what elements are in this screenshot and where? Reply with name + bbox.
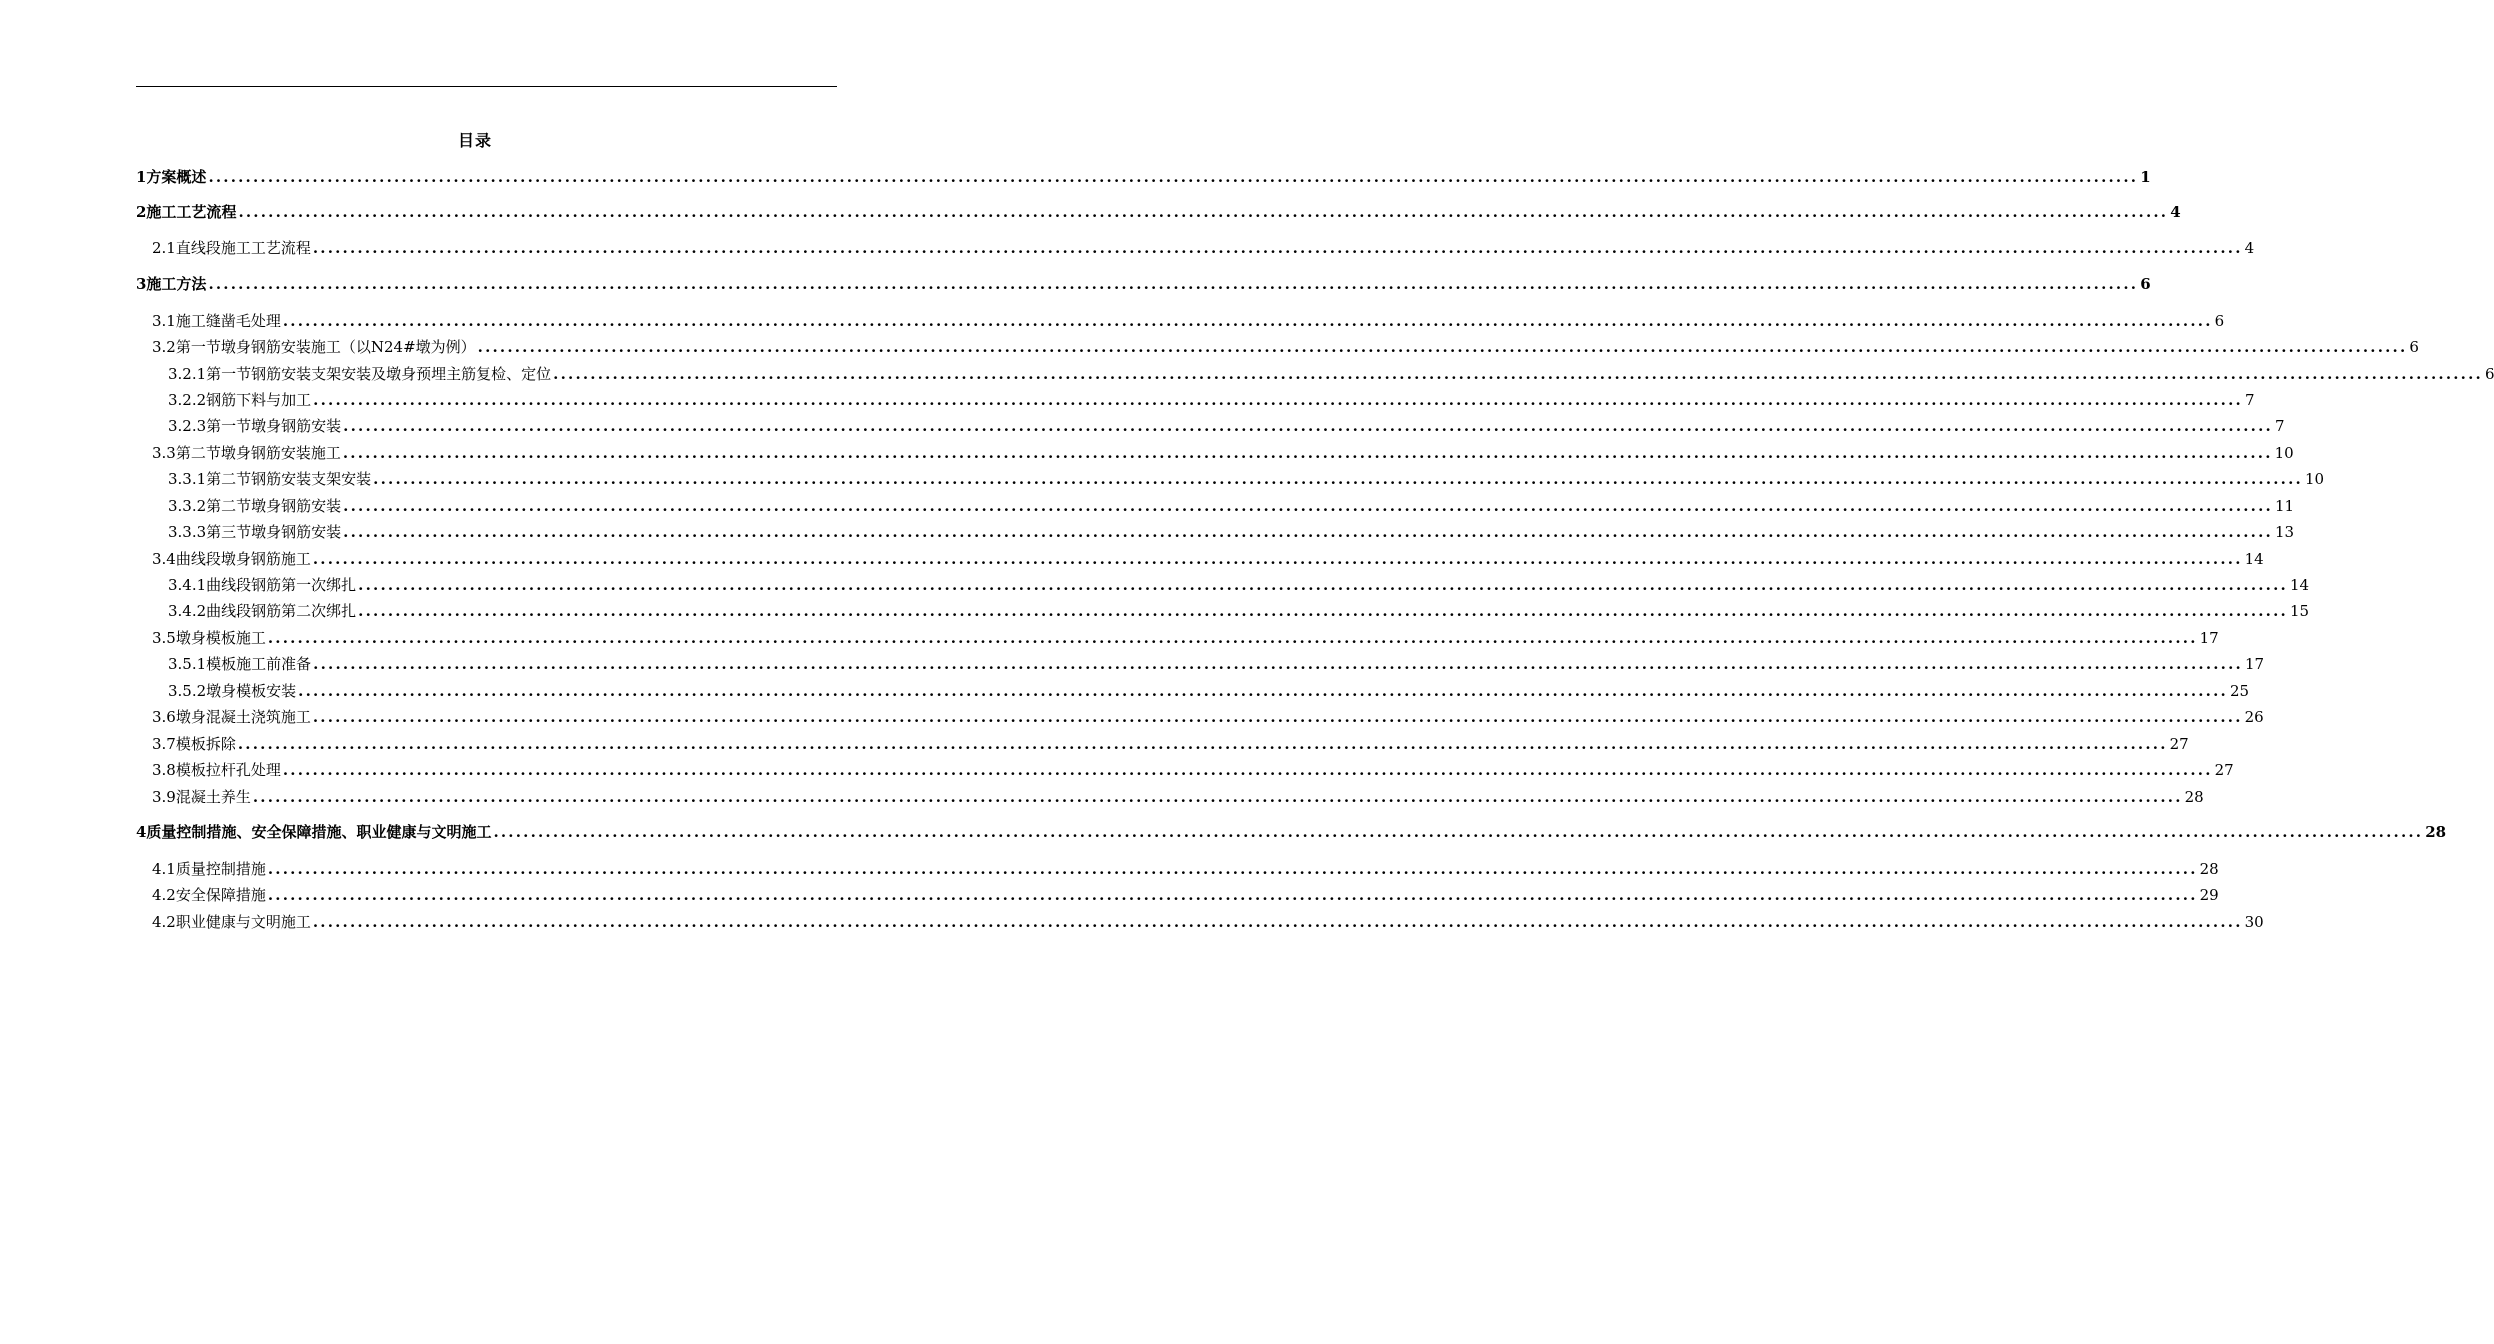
toc-entry-page-number: 14 [2289,576,2310,594]
toc-entry-page-number: 4 [2244,239,2255,257]
toc-entry-label: 3.3第二节墩身钢筋安装施工 [152,444,341,462]
toc-entry-label: 4.2安全保障措施 [152,886,266,904]
toc-entry[interactable] [136,707,2264,727]
toc-entry-label: 3.4.2曲线段钢筋第二次绑扎 [168,602,357,620]
toc-leader-dots: .................................................................................................................................................................................................................................................................... [312,239,2243,257]
toc-leader-dots: .................................................................................................................................................................................................................................................................... [282,312,2213,330]
toc-entry[interactable] [136,390,2255,410]
toc-leader-dots: .................................................................................................................................................................................................................................................................... [267,886,2198,904]
toc-entry-label: 3.2.3第一节墩身钢筋安装 [168,417,342,435]
toc-leader-dots: .................................................................................................................................................................................................................................................................... [343,417,2273,435]
toc-leader-dots: .................................................................................................................................................................................................................................................................... [313,655,2243,673]
toc-leader-dots: .................................................................................................................................................................................................................................................................... [313,391,2243,409]
toc-entry-page-number: 14 [2244,550,2264,568]
toc-leader-dots: .................................................................................................................................................................................................................................................................... [312,708,2243,726]
toc-entry-label: 3.1施工缝凿毛处理 [152,312,281,330]
toc-entry-label: 3.4.1曲线段钢筋第一次绑扎 [168,576,357,594]
toc-entry-label: 3.2.1第一节钢筋安装支架安装及墩身预埋主筋复检、定位 [168,365,552,383]
toc-leader-dots: .................................................................................................................................................................................................................................................................... [237,735,2168,753]
toc-entry-page-number: 17 [2244,655,2265,673]
toc-entry-page-number: 28 [2425,823,2447,841]
toc-entry-page-number: 10 [2304,470,2325,488]
toc-leader-dots: .................................................................................................................................................................................................................................................................... [267,629,2198,647]
toc-leader-dots: .................................................................................................................................................................................................................................................................... [208,168,2139,186]
toc-entry-page-number: 30 [2244,913,2264,931]
toc-entry-page-number: 6 [2214,312,2225,330]
toc-entry[interactable] [136,601,2310,621]
toc-entry-page-number: 27 [2169,735,2189,753]
toc-entry[interactable] [136,274,2151,294]
toc-entry-label: 2.1直线段施工工艺流程 [152,239,311,257]
toc-entry-label: 1方案概述 [136,168,207,186]
toc-entry[interactable] [136,549,2264,569]
toc-entry[interactable] [136,522,2295,542]
toc-entry-page-number: 29 [2199,886,2219,904]
toc-leader-dots: .................................................................................................................................................................................................................................................................... [312,550,2243,568]
toc-entry[interactable] [136,787,2204,807]
toc-entry-page-number: 28 [2184,788,2204,806]
toc-entry-page-number: 1 [2140,168,2151,186]
toc-entry[interactable] [136,681,2250,701]
toc-leader-dots: .................................................................................................................................................................................................................................................................... [208,275,2139,293]
toc-entry-page-number: 25 [2229,682,2250,700]
toc-entry-page-number: 28 [2199,860,2219,878]
toc-entry-page-number: 4 [2170,203,2181,221]
toc-entry-page-number: 7 [2244,391,2255,409]
toc-entry[interactable] [136,202,2181,222]
toc-entry[interactable] [136,167,2151,187]
toc-entry-label: 3.3.2第二节墩身钢筋安装 [168,497,342,515]
toc-entry[interactable] [136,337,2419,357]
toc-entry[interactable] [136,416,2285,436]
toc-entry-label: 4.1质量控制措施 [152,860,266,878]
toc-leader-dots: .................................................................................................................................................................................................................................................................... [343,523,2273,541]
toc-leader-dots: .................................................................................................................................................................................................................................................................... [252,788,2183,806]
toc-entry-label: 3.7模板拆除 [152,735,236,753]
toc-entry-label: 3.2.2钢筋下料与加工 [168,391,312,409]
toc-entry[interactable] [136,496,2295,516]
toc-entry-label: 4质量控制措施、安全保障措施、职业健康与文明施工 [136,823,492,841]
toc-entry[interactable] [136,469,2325,489]
toc-entry-label: 3.5.2墩身模板安装 [168,682,297,700]
toc-leader-dots: .................................................................................................................................................................................................................................................................... [342,444,2273,462]
toc-entry-label: 3.6墩身混凝土浇筑施工 [152,708,311,726]
toc-entry-label: 3.3.1第二节钢筋安装支架安装 [168,470,372,488]
toc-leader-dots: .................................................................................................................................................................................................................................................................... [238,203,2169,221]
toc-leader-dots: .................................................................................................................................................................................................................................................................... [267,860,2198,878]
toc-leader-dots: .................................................................................................................................................................................................................................................................... [343,497,2273,515]
toc-title: 目录 [457,131,492,150]
toc-entry-label: 3.5墩身模板施工 [152,629,266,647]
toc-entry-page-number: 6 [2140,275,2151,293]
toc-entry[interactable] [136,760,2234,780]
toc-entry-label: 3施工方法 [136,275,207,293]
toc-entry-page-number: 26 [2244,708,2264,726]
toc-entry-label: 2施工工艺流程 [136,203,237,221]
toc-entry-label: 3.5.1模板施工前准备 [168,655,312,673]
toc-entry-page-number: 6 [2484,365,2494,383]
toc-leader-dots: .................................................................................................................................................................................................................................................................... [282,761,2213,779]
toc-entry-page-number: 6 [2409,338,2419,356]
toc-entry-page-number: 7 [2274,417,2285,435]
toc-entry[interactable] [136,734,2189,754]
toc-leader-dots: .................................................................................................................................................................................................................................................................... [477,338,2408,356]
toc-entry[interactable] [136,885,2219,905]
toc-entry-label: 4.2职业健康与文明施工 [152,913,311,931]
toc-entry-label: 3.8模板拉杆孔处理 [152,761,281,779]
toc-entry-page-number: 11 [2274,497,2295,515]
toc-entry-page-number: 17 [2199,629,2219,647]
toc-leader-dots: .................................................................................................................................................................................................................................................................... [358,602,2288,620]
toc-entry-page-number: 27 [2214,761,2234,779]
toc-leader-dots: .................................................................................................................................................................................................................................................................... [298,682,2228,700]
toc-leader-dots: .................................................................................................................................................................................................................................................................... [493,823,2424,841]
toc-entry-label: 3.3.3第三节墩身钢筋安装 [168,523,342,541]
toc-entry-page-number: 13 [2274,523,2295,541]
toc-leader-dots: .................................................................................................................................................................................................................................................................... [312,913,2243,931]
toc-leader-dots: .................................................................................................................................................................................................................................................................... [373,470,2303,488]
toc-entry[interactable] [136,654,2265,674]
toc-entry[interactable] [136,822,2447,842]
toc-leader-dots: .................................................................................................................................................................................................................................................................... [553,365,2483,383]
toc-entry-label: 3.2第一节墩身钢筋安装施工（以N24#墩为例） [152,338,476,356]
toc-entry[interactable] [136,364,2494,384]
toc-entry-page-number: 15 [2289,602,2310,620]
toc-entry[interactable] [136,575,2310,595]
table-of-contents [136,0,2494,1344]
toc-entry[interactable] [136,311,2225,331]
toc-entry[interactable] [136,912,2264,932]
toc-entry-label: 3.4曲线段墩身钢筋施工 [152,550,311,568]
toc-entry[interactable] [136,859,2219,879]
toc-entry-page-number: 10 [2274,444,2294,462]
toc-entry[interactable] [136,238,2255,258]
toc-leader-dots: .................................................................................................................................................................................................................................................................... [358,576,2288,594]
toc-entry[interactable] [136,628,2219,648]
toc-entry-label: 3.9混凝土养生 [152,788,251,806]
toc-entry[interactable] [136,443,2294,463]
